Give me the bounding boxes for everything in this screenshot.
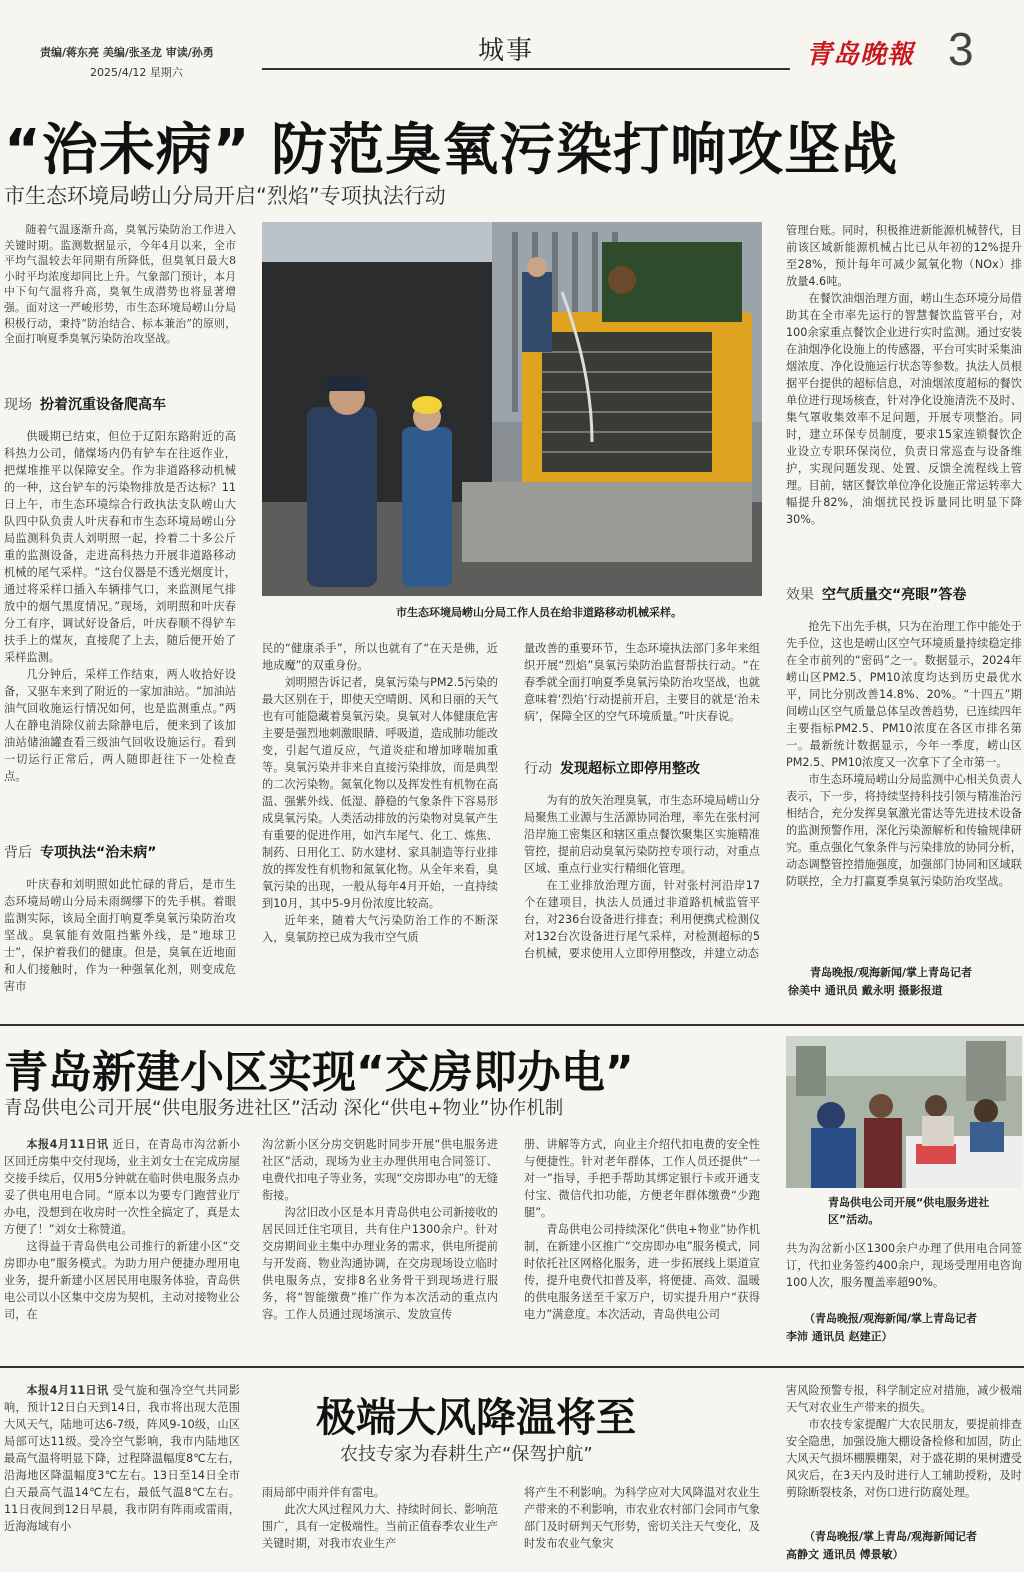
editors-line: 责编/蒋东亮 美编/张圣龙 审读/孙勇 [40,46,214,59]
article2-text1 [4,1136,240,1238]
article3-subhead: 农技专家为春耕生产“保驾护航” [340,1444,593,1465]
article1-sec4-heading [786,584,966,604]
col3-text: 量改善的重要环节，生态环境执法部门多年来组织开展“烈焰”臭氧污染防治监督帮扶行动。“在春季就全面打响夏季臭氧污染防治攻坚战，也就意味着‘烈焰’行动提前开启，主要目的就是‘治未病’，保障全区的空气环境质量。”叶庆春说。 [524,642,760,723]
article2-text1-body: 近日，在青岛市沟岔新小区回迁房集中交付现场，业主刘女士在完成房屋交接手续后，仅用5分钟就在临时供电服务点办妥了供电用电合同。“原本以为要专门跑营业厅办电，没想到在收房时一次性全搞定了，真是太方便了！”刘女士称赞道。 [4,1138,240,1236]
article1-lead [4,222,236,380]
paper-name-logo: 青岛晚報 [806,40,915,70]
article1-credit-line1: 青岛晚报/观海新闻/掌上青岛记者 [810,966,973,979]
issue-date: 2025/4/12 星期六 [90,66,183,79]
article3-credit [786,1528,1022,1564]
article3-col4 [786,1382,1022,1528]
article1-credit [788,964,1022,1000]
sec1-text: 供暖期已结束，但位于辽阳东路附近的高科热力公司，储煤场内仍有铲车在往返作业，把煤堆推平以保障安全。作为非道路移动机械的一种，这台铲车的污染物排放是否达标？11日上午，市生态环境综合行政执法支队崂山大队四中队负责人叶庆春和市生态环境局崂山分局监测科负责人刘明照一起，拎着二十多公斤重的监测设备，走进高科热力开展非道路移动机械的尾气采样。“这台仪器是不透光烟度计，通过将采样口插入车辆排气口，来监测尾气排放中的烟气黑度情况。”现场，刘明照和叶庆春分工有序，调试好设备后，叶庆春顺不得铲车扶手上的煤灰，直接爬了上去，随后便开始了采样监测。 [4,430,236,664]
section-title: 城事 [478,36,535,66]
sec2-title: 专项执法“治未病” [40,845,157,861]
article3-credit-line2: 高静文 通讯员 傅景敏） [786,1548,904,1561]
article1-col4b [786,618,1022,962]
article2-credit [786,1310,1022,1346]
article2-text2: 沟岔新小区分房交钥匙时同步开展“供电服务进社区”活动，现场为业主办理供用电合同签订、电费代扣电子等业务，实现“交房即办电”的无缝衔接。 [262,1138,498,1202]
sec4-text: 抢先下出先手棋，只为在治理工作中能处于先手位，这也是崂山区空气环境质量持续稳定排在全市前列的“密码”之一。数据显示，2024年崂山区PM2.5、PM10浓度均达到历史最优水平，同比分别改善14.8%、20%。“十四五”期间崂山区空气质量总体呈改善趋势，已连续四年主要指标PM2.5、PM10浓度在各区市排名第一。最新统计数据显示，今年一季度，崂山区PM2.5、PM10浓度又一次拿下了全市第一。 [786,620,1022,769]
sec4-tag: 效果 [786,587,814,603]
article1-col1 [4,428,236,832]
page-number: 3 [948,23,974,75]
article2-headline: 青岛新建小区实现“交房即办电” [4,1047,634,1098]
article3-col3 [524,1484,760,1570]
article2-text1b: 这得益于青岛供电公司推行的新建小区“交房即办电”服务模式。为助力用户便捷办理用电业务，提升新建小区居民用电服务体验，青岛供电公司以小区集中交房为契机，主动对接物业公司，在 [4,1240,240,1321]
article1-sec1-heading [4,394,166,414]
article2-dateline: 本报4月11日讯 [26,1138,109,1151]
sec3-text2: 在工业排放治理方面，针对张村河沿岸17个在建项目，执法人员通过非道路机械监管平台，对236台设备进行排查；利用便携式检测仪对132台次设备进行尾气采样，对检测超标的5台机械，要求使用人立即停用整改，并建立动态 [524,879,760,960]
article3-headline: 极端大风降温将至 [316,1395,636,1441]
article3-credit-line1: （青岛晚报/掌上青岛/观海新闻记者 [804,1530,978,1543]
article1-headline: “治未病” 防范臭氧污染打响攻坚战 [4,118,899,183]
article3-text1 [4,1382,240,1535]
article2-col4 [786,1240,1022,1312]
sec3-title: 发现超标立即停用整改 [560,761,700,777]
article2-col1 [4,1136,240,1348]
article1-lead-text: 随着气温逐渐升高，臭氧污染防治工作进入关键时期。监测数据显示，今年4月以来，全市平均气温较去年同期有所降低，但臭氧日最大8小时平均浓度却同比上升。气象部门预计，本月中下旬气温将升高，臭氧生成潜势也将显著增强。面对这一严峻形势，市生态环境局崂山分局积极行动，秉持“防治结合、标本兼治”的原则，全面打响夏季臭氧污染防治攻坚战。 [4,223,236,346]
article2-subhead: 青岛供电公司开展“供电服务进社区”活动 深化“供电+物业”协作机制 [4,1098,564,1119]
header-rule [262,68,790,70]
article3-dateline: 本报4月11日讯 [26,1384,109,1397]
article2-photo-caption: 青岛供电公司开展“供电服务进社区”活动。 [828,1196,990,1226]
article2-credit-line2: 李沛 通讯员 赵建正） [786,1330,893,1343]
article1-sec2-heading [4,842,156,862]
article2-col2 [262,1136,498,1348]
col4-text2: 在餐饮油烟治理方面，崂山生态环境分局借助其在全市率先运行的智慧餐饮监管平台，对100余家重点餐饮企业进行实时监测。通过安装在油烟净化设施上的传感器，平台可实时采集油烟浓度、净化设施运行状态等参数。执法人员根据平台提供的超标信息，对油烟浓度超标的餐饮单位进行现场核查，针对净化设施清洗不及时、集气罩收集效率不足问题，开展专项整治。同时，建立环保专员制度，要求15家连锁餐饮企业设立专职环保岗位，负责日常巡查与设备维护，实现问题发现、处置、反馈全流程线上管理。目前，辖区餐饮单位净化设施正常运转率大幅提升82%，油烟扰民投诉量同比明显下降30%。 [786,292,1022,526]
article-divider-1 [0,1024,1024,1026]
article2-credit-line1: （青岛晚报/观海新闻/掌上青岛记者 [804,1312,978,1325]
article2-text2b: 沟岔旧改小区是本月青岛供电公司新接收的居民回迁住宅项目，共有住户1300余户。针对交房期间业主集中办理业务的需求，供电所提前与开发商、物业沟通协调，在交房现场设立临时供电服务点，安排8名业务骨干到现场进行服务，将“智能缴费”推广作为本次活动的重点内容。工作人员通过现场演示、发放宣传 [262,1206,498,1321]
community-service-illustration [786,1036,1022,1188]
article2-text3b: 青岛供电公司持续深化“供电+物业”协作机制，在新建小区推广“交房即办电”服务模式，同时依托社区网格化服务，进一步拓展线上渠道宣传，提升电费代扣普及率，将便捷、高效、温暖的供电服务送至千家万户，切实提升用户“获得电力”满意度。本次活动，青岛供电公司 [524,1223,760,1321]
article1-sec3-heading [524,758,700,778]
article3-text1-body: 受气旋和强冷空气共同影响，预计12日白天到14日，我市将出现大范围大风天气，陆地可达6-7级，阵风9-10级，山区局部可达11级。受冷空气影响，我市内陆地区最高气温将明显下降，过程降温幅度8℃左右，沿海地区降温幅度3℃左右。13日至14日全市白天最高气温14℃左右，最低气温8℃左右。11日夜间到12日早晨，我市阴有阵雨或雷雨，近海海域有小 [4,1384,240,1533]
article1-photo-caption: 市生态环境局崂山分局工作人员在给非道路移动机械采样。 [396,606,682,619]
sec4-text2: 市生态环境局崂山分局监测中心相关负责人表示，下一步，将持续坚持科技引领与精准治污相结合，充分发挥臭氧激光雷达等先进技术设备的监测预警作用，深化污染源解析和传输规律研究。重点强化气象条件与污染排放的协同分析，动态调整管控措施强度，加强部门协同和区域联防联控，全力打赢夏季臭氧污染防治攻坚战。 [786,773,1022,888]
article1-col3b [524,792,760,1000]
worker-sampling-illustration [262,222,762,596]
sec1-text2: 几分钟后，采样工作结束，两人收拾好设备，又驱车来到了附近的一家加油站。“加油站油气回收施运行情况如何，也是监测重点。”两人在静电消除仪前去除静电后，便来到了该加油站储油罐查看三级油气回收设施运行。看到一切运行正常后，两人随即赶往下一处检查点。 [4,668,236,783]
article1-col4 [786,222,1022,572]
article3-col2 [262,1484,498,1570]
col2-text3: 近年来，随着大气污染防治工作的不断深入，臭氧防控已成为我市空气质 [262,914,498,944]
article2-col3 [524,1136,760,1348]
article2-text4: 共为沟岔新小区1300余户办理了供用电合同签订，代扣业务签约400余户，现场受理用电咨询100人次，服务覆盖率超90%。 [786,1242,1022,1289]
article2-text3: 册、讲解等方式，向业主介绍代扣电费的安全性与便捷性。针对老年群体，工作人员还提供“一对一”指导，手把手帮助其绑定银行卡或开通支付宝、微信代扣功能，方便老年群体缴费“少跑腿”。 [524,1138,760,1219]
sec1-tag: 现场 [4,397,32,413]
article3-text3: 将产生不利影响。为科学应对大风降温对农业生产带来的不利影响，市农业农村部门会同市气象部门及时研判天气形势，密切关注天气变化，及时发布农业气象灾 [524,1486,760,1550]
sec3-tag: 行动 [524,761,552,777]
article3-col1 [4,1382,240,1570]
article3-text2: 雨局部中雨并伴有雷电。 [262,1486,386,1499]
sec4-title: 空气质量交“亮眼”答卷 [822,587,967,603]
article1-col3 [524,640,760,742]
sec3-text: 为有的放矢治理臭氧，市生态环境局崂山分局聚焦工业源与生活源协同治理，率先在张村河沿岸施工密集区和辖区重点餐饮聚集区实施精准管控，提前启动臭氧污染防控专项行动，对重点区域、重点行业实行精细化管理。 [524,794,760,875]
article1-subhead: 市生态环境局崂山分局开启“烈焰”专项执法行动 [4,184,446,208]
article1-col1b [4,876,236,1002]
col2-text2: 刘明照告诉记者，臭氧污染与PM2.5污染的最大区别在于，即使天空晴朗、风和日丽的天气也有可能隐藏着臭氧污染。臭氧对人体健康危害主要是强烈地刺激眼睛、呼吸道，造成肺功能改变，引起气道反应，气道炎症和增加哮喘加重等。臭氧污染并非来自直接污染排放，而是典型的二次污染物。氮氧化物以及挥发性有机物在高温、强紫外线、低湿、静稳的气象条件下容易形成臭氧污染。人类活动排放的污染物对臭氧产生有重要的促进作用，如汽车尾气、化工、炼焦、制药、日用化工、防水建材、家具制造等行业排放的挥发性有机物和氮氧化物。从全年来看，臭氧污染的出现，一般从每年4月开始，一直持续到10月，其中5-9月份浓度比较高。 [262,676,498,910]
col2-text: 民的“健康杀手”，所以也就有了“在天是佛，近地成魔”的双重身份。 [262,642,498,672]
sec1-title: 扮着沉重设备爬高车 [40,397,166,413]
article3-text4b: 市农技专家提醒广大农民朋友，要提前排查安全隐患，加强设施大棚设备检修和加固，防止大风天气损坏棚膜棚架，对于盛花期的果树遭受风灾后，在3天内及时进行人工辅助授粉，及时剪除断裂枝条，对伤口进行防腐处理。 [786,1418,1022,1499]
sec2-text: 叶庆春和刘明照如此忙碌的背后，是市生态环境局崂山分局未雨绸缪下的先手棋。着眼监测实际，该局全面打响夏季臭氧污染防治攻坚战。臭氧能有效阻挡紫外线，是“地球卫士”，保护着我们的健康。但是，臭氧在近地面和人们接触时，作为一种强氧化剂，则变成危害市 [4,878,236,993]
sec2-tag: 背后 [4,845,32,861]
article1-credit-line2: 徐美中 通讯员 戴永明 摄影报道 [788,984,943,997]
article3-text2b: 此次大风过程风力大、持续时间长、影响范围广，具有一定极端性。当前正值春季农业生产关键时期，对我市农业生产 [262,1503,498,1550]
article3-text4: 害风险预警专报，科学制定应对措施，减少极端天气对农业生产带来的损失。 [786,1384,1022,1414]
article-divider-2 [0,1366,1024,1368]
article1-col2 [262,640,498,1000]
article2-photo [786,1036,1022,1188]
col4-text: 管理台账。同时，积极推进新能源机械替代，目前该区域新能源机械占比已从年初的12%提升至28%，预计每年可减少氮氧化物（NOx）排放量4.6吨。 [786,224,1022,288]
article1-photo [262,222,762,596]
